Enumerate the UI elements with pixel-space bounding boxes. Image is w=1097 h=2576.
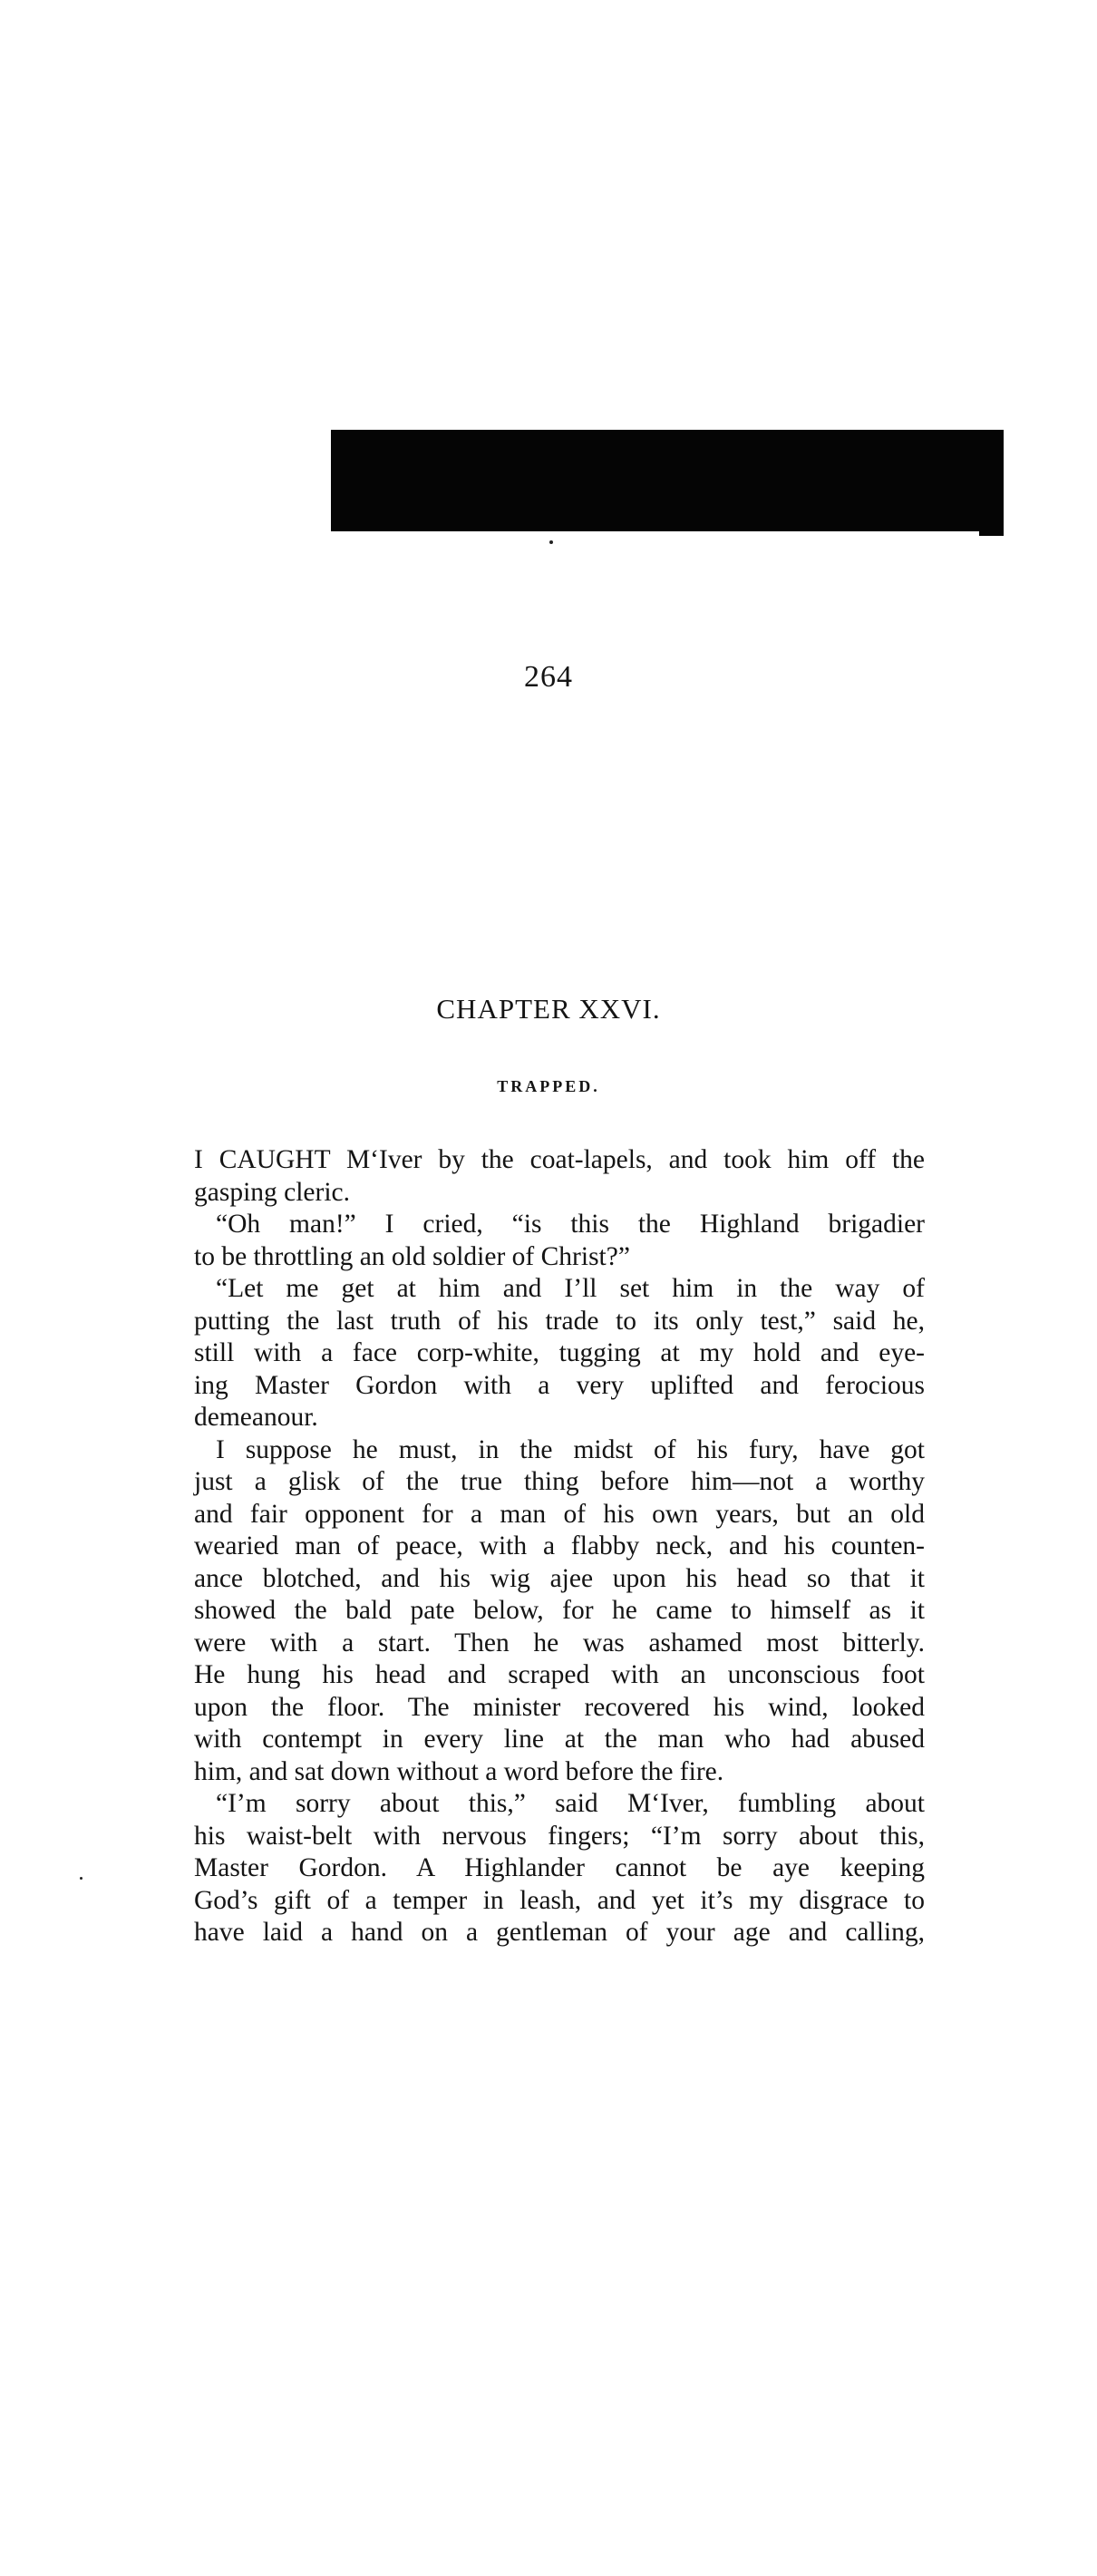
- page-number: 264: [524, 660, 573, 694]
- text-line: wearied man of peace, with a flabby neck, and his counten-: [194, 1531, 925, 1560]
- text-line: were with a start. Then he was ashamed most bitterly.: [194, 1628, 925, 1657]
- text-line: putting the last truth of his trade to its only test,” said he,: [194, 1306, 925, 1336]
- text-line: ance blotched, and his wig ajee upon his head so that it: [194, 1563, 925, 1593]
- text-line: He hung his head and scraped with an unconscious foot: [194, 1660, 925, 1689]
- text-line: just a glisk of the true thing before him—not a worthy: [194, 1467, 925, 1496]
- text-line: him, and sat down without a word before the fire.: [194, 1756, 724, 1786]
- text-line: demeanour.: [194, 1403, 318, 1432]
- text-line: “I’m sorry about this,” said M‘Iver, fumbling about: [216, 1789, 925, 1818]
- text-line: showed the bald pate below, for he came to himself as it: [194, 1596, 925, 1625]
- text-line: I suppose he must, in the midst of his fury, have got: [216, 1434, 925, 1464]
- text-line: to be throttling an old soldier of Christ?”: [194, 1241, 630, 1271]
- text-line: Master Gordon. A Highlander cannot be aye keeping: [194, 1853, 925, 1882]
- text-line: have laid a hand on a gentleman of your age and calling,: [194, 1918, 925, 1947]
- redaction-bar: [331, 430, 1004, 531]
- chapter-title: CHAPTER XXVI.: [436, 993, 661, 1025]
- text-line: with contempt in every line at the man who had abused: [194, 1725, 925, 1754]
- text-line: still with a face corp-white, tugging at my hold and eye-: [194, 1338, 925, 1367]
- body-text: [194, 1144, 925, 1949]
- text-line: and fair opponent for a man of his own years, but an old: [194, 1499, 925, 1529]
- redaction-bar-tail: [979, 529, 1004, 536]
- text-line: I CAUGHT M‘Iver by the coat-lapels, and took him off the: [194, 1145, 925, 1174]
- text-line: gasping cleric.: [194, 1177, 351, 1207]
- print-speck: [549, 540, 553, 544]
- text-line: God’s gift of a temper in leash, and yet it’s my disgrace to: [194, 1885, 925, 1915]
- text-line: upon the floor. The minister recovered his wind, looked: [194, 1692, 925, 1722]
- text-line: “Oh man!” I cried, “is this the Highland brigadier: [216, 1210, 925, 1239]
- print-speck: [80, 1877, 83, 1880]
- chapter-subtitle: TRAPPED.: [497, 1077, 600, 1095]
- text-line: his waist-belt with nervous fingers; “I’m sorry about this,: [194, 1821, 925, 1851]
- text-line: ing Master Gordon with a very uplifted and ferocious: [194, 1370, 925, 1400]
- text-line: “Let me get at him and I’ll set him in the way of: [216, 1274, 925, 1303]
